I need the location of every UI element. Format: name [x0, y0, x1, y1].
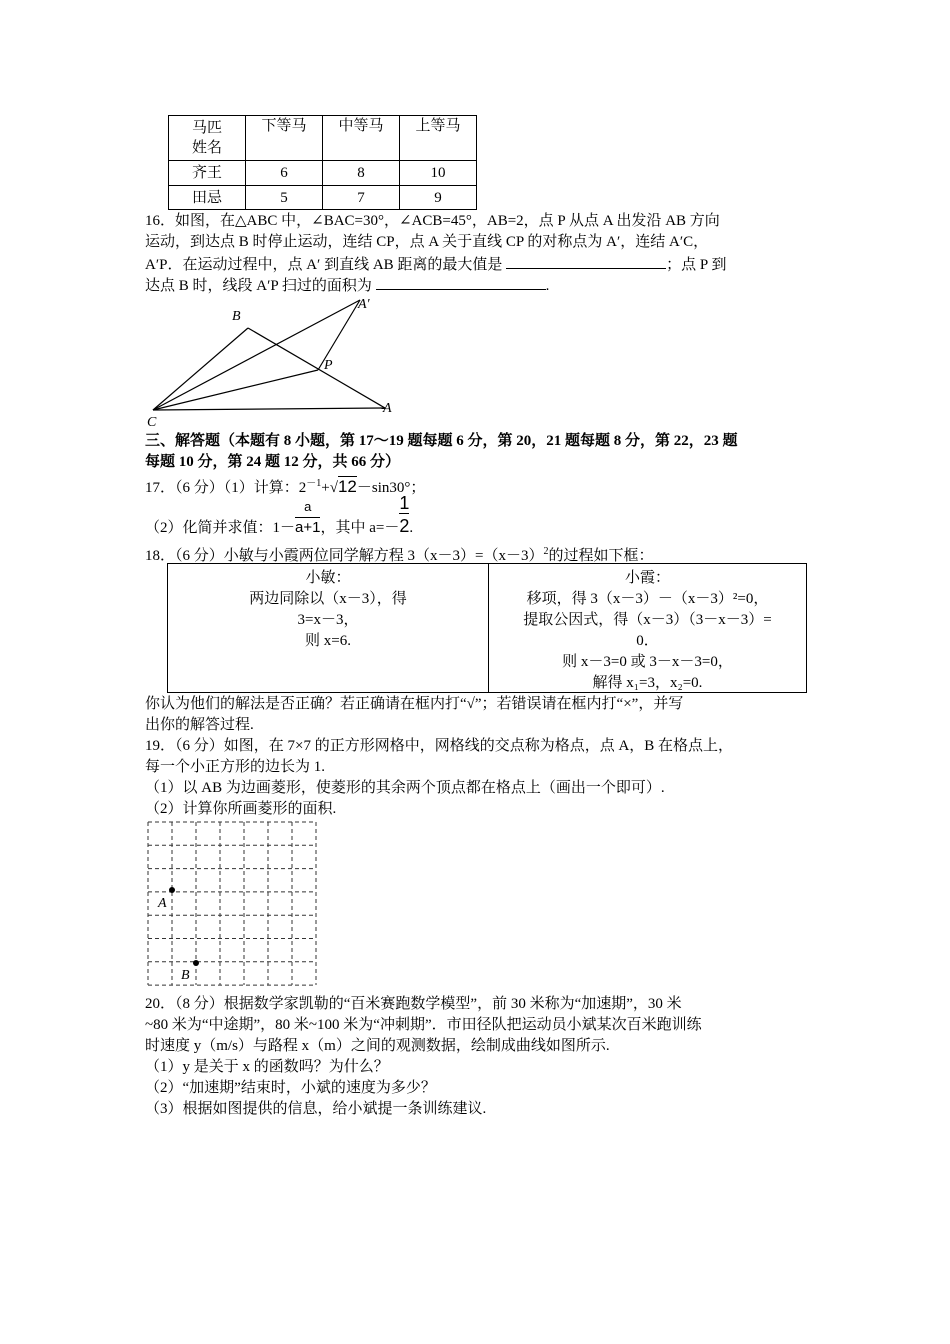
xiaoxia-solution: 小霞： 移项，得 3（x－3）－（x－3）²=0， 提取公因式，得（x－3）（3－x－3）= 0． 则 x－3=0 或 3－x－3=0， 解得 x₁=3，x₂=0.	[523, 570, 772, 691]
label-B: B	[181, 968, 190, 983]
table-cell: 齐王	[169, 161, 246, 186]
table-header: 马匹 姓名	[169, 116, 246, 161]
q19-line: 每一个小正方形的边长为 1.	[145, 759, 326, 775]
triangle-figure	[140, 295, 410, 430]
point-A	[169, 887, 175, 893]
q20-line: 时速度 y（m/s）与路程 x（m）之间的观测数据，绘制成曲线如图所示.	[145, 1038, 610, 1054]
label-A-prime: A′	[358, 297, 370, 312]
horse-table	[168, 115, 477, 210]
q16-line: 达点 B 时，线段 A′P 扫过的面积为 .	[145, 275, 549, 296]
table-cell: 9	[400, 186, 477, 210]
q17-part1: 17．（6 分）（1）计算：$2^{-1}+√12-\sin 30^\circ$；	[145, 477, 426, 496]
label-P: P	[324, 358, 333, 373]
answer-blank[interactable]	[506, 254, 666, 269]
q17-part2: （2）化简并求值：1－ $\frac{a}{a+1}$，其中 a=－ $\frac{1}{2}$.	[145, 493, 414, 536]
table-cell: 田忌	[169, 186, 246, 210]
section-heading: 每题 10 分，第 24 题 12 分，共 66 分）	[145, 454, 401, 470]
q19-line: （2）计算你所画菱形的面积.	[145, 801, 337, 817]
table-header: 上等马	[400, 116, 477, 161]
q20-line: （3）根据如图提供的信息，给小斌提一条训练建议.	[145, 1101, 487, 1117]
xiaomin-solution: 小敏： 两边同除以（x－3），得 3=x－3， 则 x=6.	[249, 570, 407, 649]
q19-line: 19．（6 分）如图，在 7×7 的正方形网格中，网格线的交点称为格点，点 A，B 在格点上，	[145, 738, 734, 754]
table-header: 中等马	[323, 116, 400, 161]
q20-line: ~80 米为“中途期”，80 米~100 米为“冲刺期”．市田径队把运动员小斌某次百米跑训练	[145, 1017, 702, 1033]
q18-question: 出你的解答过程.	[145, 717, 254, 733]
table-header: 下等马	[246, 116, 323, 161]
section-heading: 三、解答题（本题有 8 小题，第 17～19 题每题 6 分，第 20，21 题每题 8 分，第 22，23 题	[145, 433, 738, 449]
q16-line: 运动，到达点 B 时停止运动，连结 CP，点 A 关于直线 CP 的对称点为 A′，连结 A′C，	[145, 234, 709, 250]
q18-question: 你认为他们的解法是否正确？若正确请在框内打“√”；若错误请在框内打“×”，并写	[145, 696, 684, 712]
q16-line: 16．如图，在△ABC 中，∠BAC=30°，∠ACB=45°，AB=2，点 P 从点 A 出发沿 AB 方向	[145, 213, 720, 229]
q19-line: （1）以 AB 为边画菱形，使菱形的其余两个顶点都在格点上（画出一个即可）.	[145, 780, 665, 796]
label-C: C	[147, 415, 157, 430]
table-cell: 5	[246, 186, 323, 210]
label-A: A	[383, 401, 392, 416]
point-B	[193, 960, 199, 966]
solution-box	[167, 563, 807, 693]
answer-blank[interactable]	[376, 275, 546, 290]
square-grid	[145, 818, 325, 990]
label-B: B	[232, 309, 241, 324]
table-cell: 10	[400, 161, 477, 186]
table-cell: 6	[246, 161, 323, 186]
table-cell: 7	[323, 186, 400, 210]
q18-stem: 18．（6 分）小敏与小霞两位同学解方程 $3(x-3)=(x-3)^2$的过程如下框：	[145, 546, 654, 564]
q16-line: A′P．在运动过程中，点 A′ 到直线 AB 距离的最大值是 ；点 P 到	[145, 254, 726, 275]
q20-line: 20．（8 分）根据数学家凯勒的“百米赛跑数学模型”，前 30 米称为“加速期”，30 米	[145, 996, 682, 1012]
label-A: A	[158, 896, 167, 911]
q20-line: （1）y 是关于 x 的函数吗？为什么？	[145, 1059, 389, 1075]
table-cell: 8	[323, 161, 400, 186]
q20-line: （2）“加速期”结束时，小斌的速度为多少？	[145, 1080, 436, 1096]
